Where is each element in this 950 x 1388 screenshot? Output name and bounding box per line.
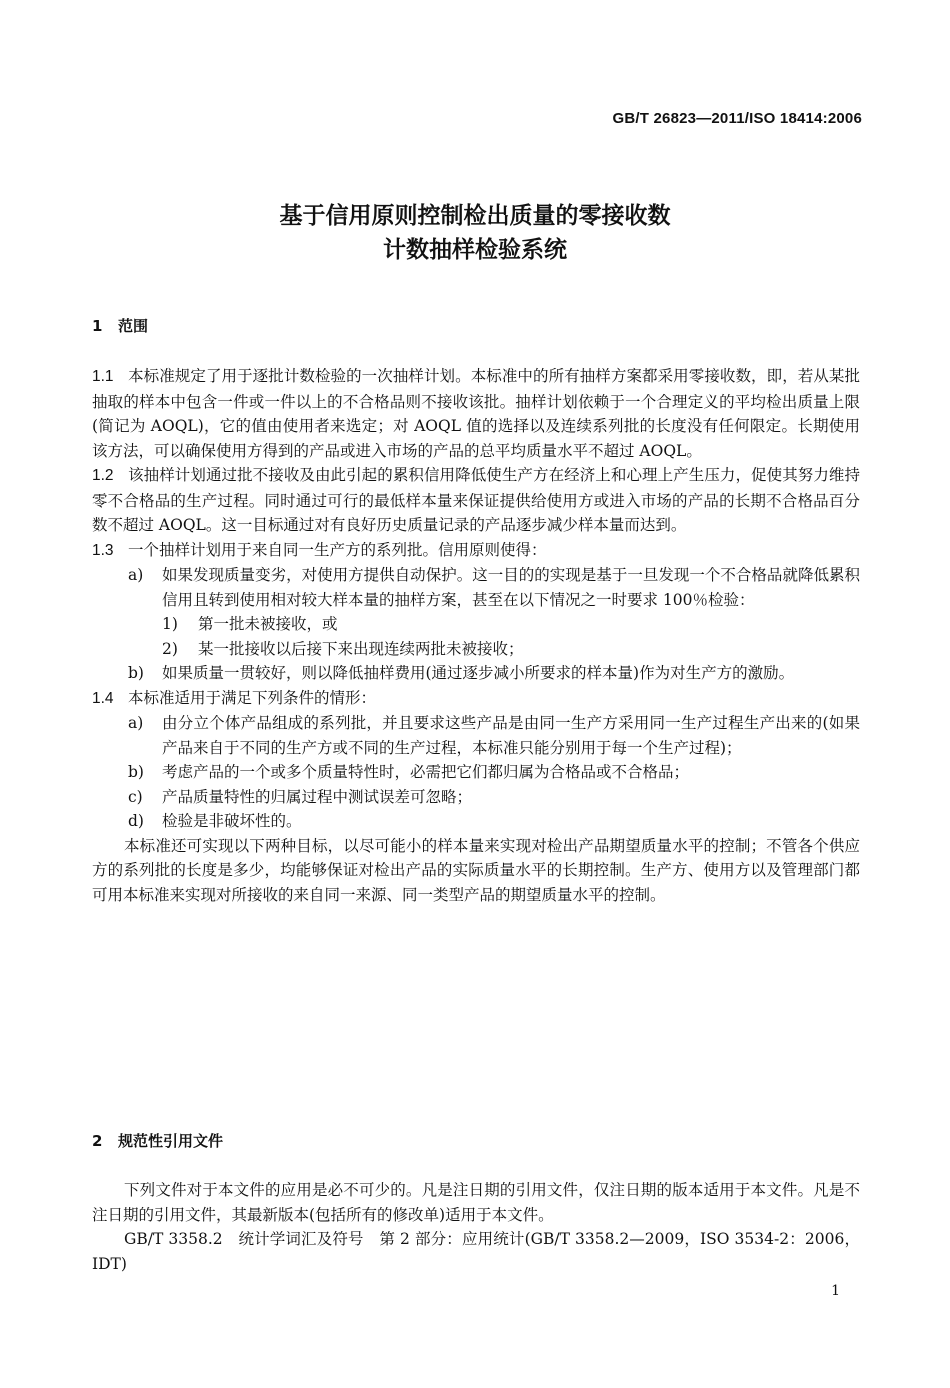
list-item xyxy=(92,785,860,810)
document-title-line2: 计数抽样检验系统 xyxy=(383,237,567,263)
clause-text: 本标准适用于满足下列条件的情形： xyxy=(128,688,377,707)
list-marker: c) xyxy=(128,787,143,806)
list-text: 考虑产品的一个或多个质量特性时，必需把它们都归属为合格品或不合格品； xyxy=(162,763,690,781)
list-marker: b) xyxy=(128,664,144,682)
section-heading-normative-references xyxy=(92,1130,223,1151)
section-title: 规范性引用文件 xyxy=(118,1132,224,1150)
clause-number: 1.4 xyxy=(92,689,114,707)
section-number: 2 xyxy=(92,1132,103,1150)
scope-body xyxy=(92,364,860,907)
list-text: 第一批未被接收，或 xyxy=(198,615,338,633)
standard-code: GB/T 26823—2011/ISO 18414:2006 xyxy=(612,110,862,127)
list-marker: a) xyxy=(128,714,144,732)
clause-1-4-closing: 本标准还可实现以下两种目标，以尽可能小的样本量来实现对检出产品期望质量水平的控制；不管各个供应方的系列批的长度是多少，均能够保证对检出产品的实际质量水平的长期控制。生产方、使用方以及管理部门都可用本标准来实现对所接收的来自同一来源、同一类型产品的期望质量水平的控制。 xyxy=(92,836,860,904)
section-title: 范围 xyxy=(118,317,149,335)
sub-list-item xyxy=(92,637,860,662)
list-marker: d) xyxy=(128,812,144,830)
list-text: 由分立个体产品组成的系列批，并且要求这些产品是由同一生产方采用同一生产过程生产出来的(如果产品来自于不同的生产方或不同的生产过程，本标准只能分别用于每一个生产过程)； xyxy=(162,714,860,757)
section-heading-scope xyxy=(92,315,148,336)
list-item xyxy=(92,711,860,760)
list-item xyxy=(92,563,860,612)
list-text: 如果发现质量变劣，对使用方提供自动保护。这一目的的实现是基于一旦发现一个不合格品就降低累积信用且转到使用相对较大样本量的抽样方案，甚至在以下情况之一时要求 100％检验： xyxy=(162,566,860,609)
list-marker: b) xyxy=(128,763,144,781)
list-text: 检验是非破坏性的。 xyxy=(162,812,302,830)
list-marker: a) xyxy=(128,566,144,584)
clause-number: 1.1 xyxy=(92,368,114,385)
reference-entry: GB/T 3358.2 统计学词汇及符号 第 2 部分：应用统计(GB/T 3358.2—2009，ISO 3534-2：2006，IDT) xyxy=(92,1230,860,1273)
clause-text: 本标准规定了用于逐批计数检验的一次抽样计划。本标准中的所有抽样方案都采用零接收数，即，若从某批抽取的样本中包含一件或一件以上的不合格品则不接收该批。抽样计划依赖于一个合理定义的平均检出质量上限(简记为 AOQL)，它的值由使用者来选定；对 AOQL 值的选择以及连续系列批的长度没有任何限定。长期使用该方法，可以确保使用方得到的产品或进入市场的产品的总平均质量水平不超过 AOQL。 xyxy=(92,367,860,460)
clause-text: 一个抽样计划用于来自同一生产方的系列批。信用原则使得： xyxy=(128,540,547,559)
section-number: 1 xyxy=(92,317,103,335)
references-intro: 下列文件对于本文件的应用是必不可少的。凡是注日期的引用文件，仅注日期的版本适用于本文件。凡是不注日期的引用文件，其最新版本(包括所有的修改单)适用于本文件。 xyxy=(92,1181,860,1224)
clause-number: 1.3 xyxy=(92,541,114,559)
clause-1-2 xyxy=(92,463,860,538)
page-number: 1 xyxy=(831,1283,840,1299)
references-body xyxy=(92,1178,860,1276)
clause-text: 该抽样计划通过批不接收及由此引起的累积信用降低使生产方在经济上和心理上产生压力，促使其努力维持零不合格品的生产过程。同时通过可行的最低样本量来保证提供给使用方或进入市场的产品的长期不合格品百分数不超过 AOQL。这一目标通过对有良好历史质量记录的产品逐步减少样本量而达到。 xyxy=(92,466,860,534)
clause-1-3 xyxy=(92,538,860,564)
document-title-line1: 基于信用原则控制检出质量的零接收数 xyxy=(279,203,671,229)
list-item xyxy=(92,760,860,785)
list-item xyxy=(92,809,860,834)
list-text: 如果质量一贯较好，则以降低抽样费用(通过逐步减小所要求的样本量)作为对生产方的激励。 xyxy=(162,664,795,682)
list-item xyxy=(92,661,860,686)
list-text: 某一批接收以后接下来出现连续两批未被接收； xyxy=(198,639,524,658)
sub-list-item xyxy=(92,612,860,637)
clause-1-4 xyxy=(92,686,860,712)
clause-number: 1.2 xyxy=(92,467,114,484)
clause-1-1 xyxy=(92,364,860,463)
list-marker: 2) xyxy=(162,639,178,658)
list-text: 产品质量特性的归属过程中测试误差可忽略； xyxy=(162,787,473,806)
list-marker: 1) xyxy=(162,615,178,633)
